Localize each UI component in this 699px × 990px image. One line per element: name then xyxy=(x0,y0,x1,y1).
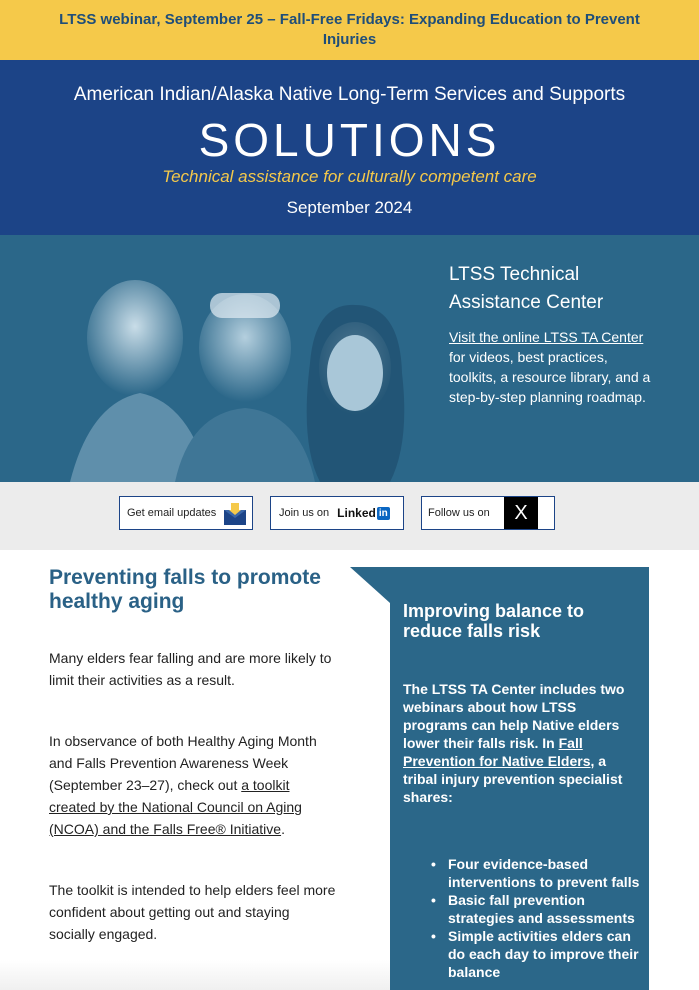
ta-center-link[interactable]: Visit the online LTSS TA Center xyxy=(449,329,644,345)
linkedin-in-box: in xyxy=(378,507,388,519)
hero-title-line1: LTSS Technical xyxy=(449,264,580,285)
linkedin-icon xyxy=(337,506,390,520)
balance-panel-text xyxy=(403,680,638,806)
hero-body-text: for videos, best practices, toolkits, a resource library, and a step-by-step planning roadmap. xyxy=(449,349,651,405)
ncoa-toolkit-link[interactable]: a toolkit created by the National Council on Aging (NCOA) and the Falls Free® Initiative xyxy=(49,777,302,837)
webinar-banner[interactable] xyxy=(0,0,699,60)
bottom-fade xyxy=(0,960,390,990)
linkedin-button[interactable] xyxy=(270,496,404,530)
masthead-title: SOLUTIONS xyxy=(198,114,501,166)
para2-end: . xyxy=(281,821,285,837)
x-follow-button[interactable] xyxy=(421,496,555,530)
hero-title xyxy=(449,261,679,317)
webinar-banner-link[interactable]: LTSS webinar, September 25 – Fall-Free Fridays: Expanding Education to Prevent Injuries xyxy=(59,11,640,48)
panel-corner-tab xyxy=(350,567,390,603)
x-follow-label: Follow us on xyxy=(428,507,490,519)
masthead-program-name: American Indian/Alaska Native Long-Term Services and Supports xyxy=(73,84,626,105)
hero-section xyxy=(0,235,699,482)
list-item: • Four evidence-based interventions to prevent falls xyxy=(403,855,643,891)
fall-prevention-webinar-link[interactable]: Fall Prevention for Native Elders xyxy=(403,735,591,769)
balance-text-post: , a tribal injury prevention specialist shares: xyxy=(403,753,623,805)
email-updates-button[interactable] xyxy=(119,496,253,530)
list-item: • Basic fall prevention strategies and assessments xyxy=(403,891,643,927)
falls-article-para1: Many elders fear falling and are more likely to limit their activities as a result. xyxy=(49,650,332,688)
linkedin-label: Join us on xyxy=(279,507,330,519)
balance-text-pre: The LTSS TA Center includes two webinars about how LTSS programs can help Native elders lower their falls risk. In xyxy=(403,681,625,751)
list-item: • Simple activities elders can do each day to improve their balance xyxy=(403,927,643,981)
email-updates-label: Get email updates xyxy=(127,507,217,519)
social-bar xyxy=(0,482,699,550)
elders-photo xyxy=(60,263,420,482)
issue-date: September 2024 xyxy=(286,198,413,217)
falls-article xyxy=(49,566,339,945)
x-logo-icon: X xyxy=(504,497,538,529)
falls-article-para3: The toolkit is intended to help elders feel more confident about getting out and staying socially engaged. xyxy=(49,882,336,942)
linkedin-wordmark: Linked xyxy=(337,506,376,520)
envelope-icon xyxy=(223,502,247,526)
masthead xyxy=(0,60,699,235)
masthead-tagline: Technical assistance for culturally competent care xyxy=(162,167,537,186)
falls-article-heading: Preventing falls to promote healthy aging xyxy=(49,566,321,613)
hero-title-line2: Assistance Center xyxy=(449,292,604,313)
hero-description xyxy=(449,327,659,407)
balance-panel-heading: Improving balance to reduce falls risk xyxy=(403,601,585,641)
balance-bullet-list xyxy=(403,855,643,981)
para2-text: In observance of both Healthy Aging Month and Falls Prevention Awareness Week (September 23–27), check out xyxy=(49,733,317,793)
balance-panel xyxy=(390,567,649,990)
falls-article-para2 xyxy=(49,730,339,840)
